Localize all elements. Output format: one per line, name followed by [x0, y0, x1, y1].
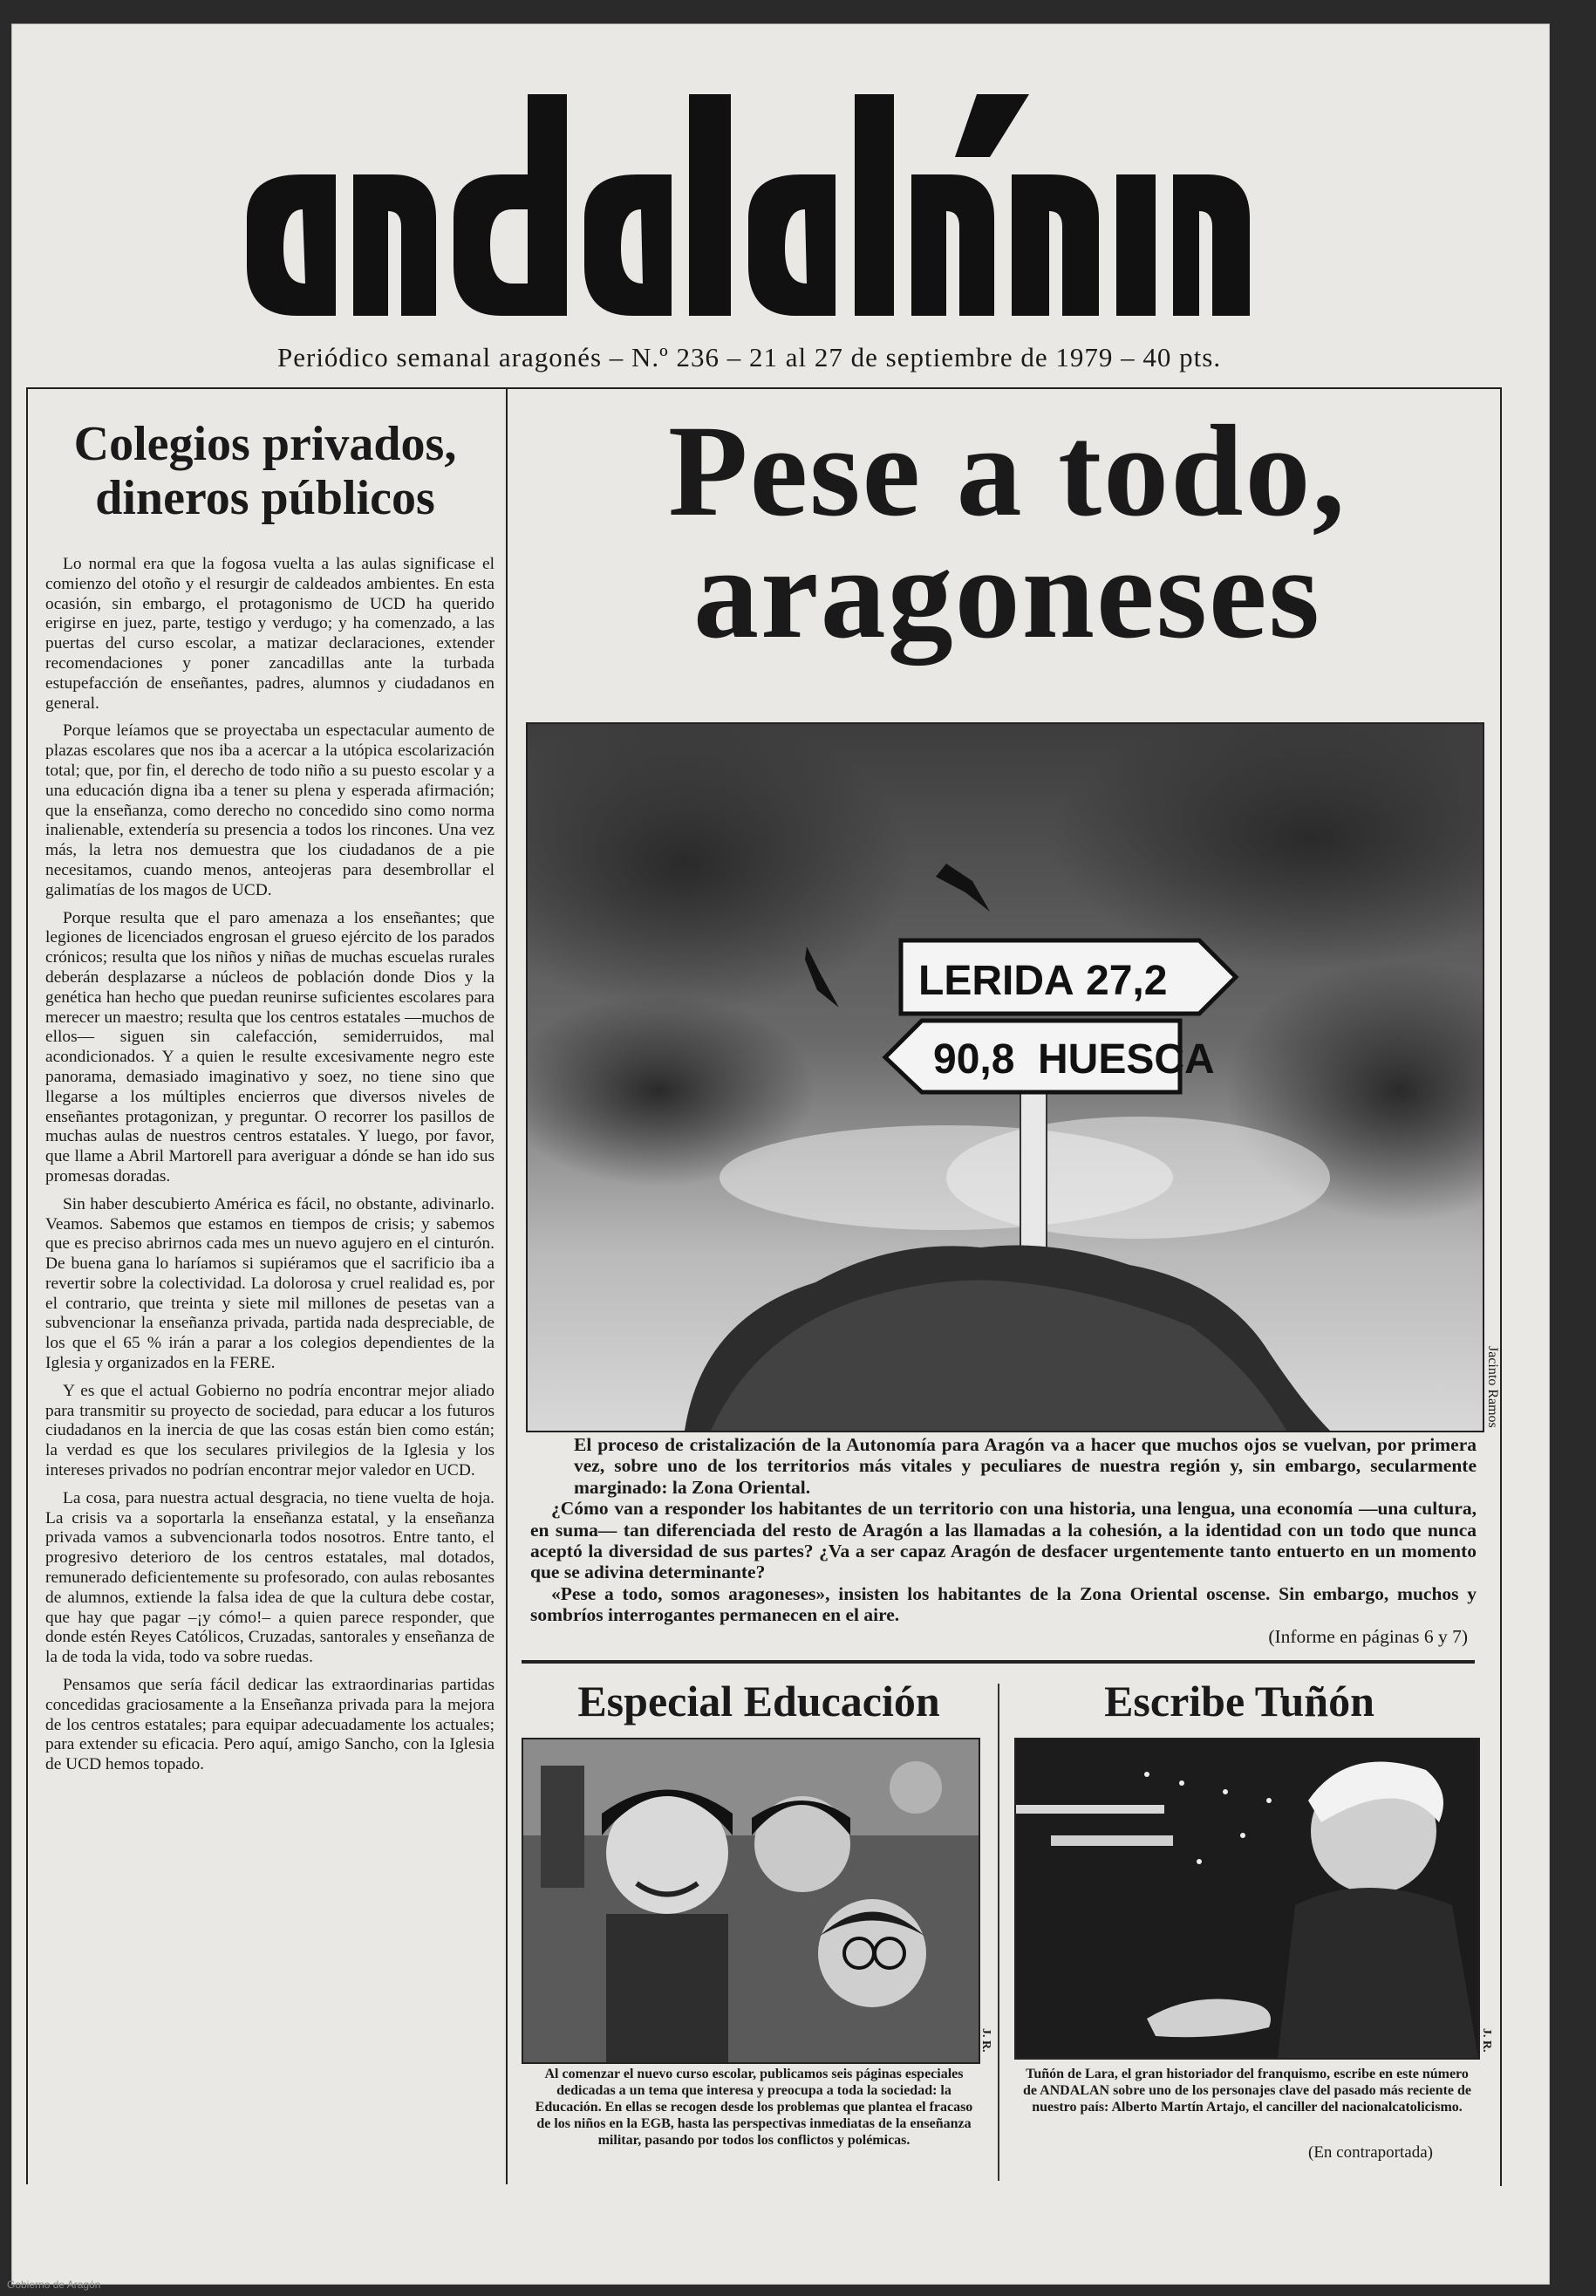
- left-paragraph: Pensamos que sería fácil dedicar las extraordinarias partidas concedidas graciosamente a la Enseñanza privada para la mejora de los centros estatales; para equipar adecuadamente los actuales; para extender su eficacia. Pero aquí, amigo Sancho, con la Iglesia de UCD hemos topado.: [45, 1676, 494, 1774]
- left-paragraph: Porque leíamos que se proyectaba un espectacular aumento de plazas escolares que nos iba a acercar a la utópica escolarización total; que, por fin, el derecho de todo niño a su puesto escolar y a una educación digna iba a tener su plena y esperada afirmación; que la enseñanza, como derecho no concedido sino como norma inalienable, extendería su presencia a todos los rincones. Una vez más, la letra nos demuestra que los ciudadanos de a pie necesitamos, cuando menos, anteojeras para desembrollar el galimatías de los magos de UCD.: [45, 721, 494, 899]
- education-photo-credit: J. R.: [979, 2028, 992, 2053]
- archive-stamp: Gobierno de Aragón: [7, 2279, 101, 2291]
- sign-top-km: 27,2: [1086, 958, 1168, 1004]
- main-headline: [523, 399, 1491, 666]
- bottom-column-separator: [998, 1684, 999, 2181]
- left-article-body: [45, 555, 494, 1783]
- tunon-photo-credit: J. R.: [1480, 2028, 1493, 2053]
- left-paragraph: La cosa, para nuestra actual desgracia, no tiene vuelta de hoja. La crisis va a soportarla la enseñanza estatal, y la enseñanza privada vamos a subvencionarla todos nosotros. Entre tanto, el progresivo deterioro de los centros estatales, mal dotados, remunerado deficientemente su profesorado, con aulas rebosantes de alumnos, extiende la falsa idea de que la cultura debe costar, que hay que pagar –¡y cómo!– a quien parece responder, que donde estén Reyes Católicos, Cruzadas, santorales y enseñanza de la de toda la vida, todo va sobre ruedas.: [45, 1488, 494, 1667]
- tunon-page-ref: (En contraportada): [1308, 2143, 1433, 2162]
- education-photo: [522, 1738, 980, 2064]
- tunon-caption: Tuñón de Lara, el gran historiador del franquismo, escribe en este número de ANDALAN sobre uno de los personajes clave del pasado más reciente de nuestro país: Alberto Martín Artajo, el canciller del nacionalcatolicismo.: [1022, 2067, 1472, 2115]
- portrait-illustration: [1016, 1739, 1478, 2058]
- headline-line-2: aragoneses: [693, 521, 1321, 666]
- road-sign-photo: [526, 722, 1484, 1432]
- education-title: Especial Educación: [577, 1677, 940, 1725]
- tunon-title: Escribe Tuñón: [1104, 1677, 1374, 1725]
- road-sign-illustration: [528, 724, 1483, 1431]
- lead-story-caption: [530, 1434, 1477, 1647]
- masthead-subtitle: Periódico semanal aragonés – N.º 236 – 21 al 27 de septiembre de 1979 – 40 pts.: [277, 342, 1222, 372]
- left-article-title: Colegios privados, dineros públicos: [73, 417, 457, 525]
- left-paragraph: Y es que el actual Gobierno no podría encontrar mejor aliado para transmitir su proyecto de sociedad, para educar a los futuros ciudadanos en la inercia de que las cosas están bien como están; la verdad es que los seculares privilegios de la Iglesia y los intereses privados no podrían encontrar mejor valedor en UCD.: [45, 1381, 494, 1480]
- section-rule: [522, 1660, 1475, 1664]
- lead-story-page-ref: (Informe en páginas 6 y 7): [1268, 1625, 1468, 1647]
- tunon-photo: [1014, 1738, 1480, 2060]
- sign-bottom-city: HUESCA: [1038, 1036, 1215, 1083]
- caption-paragraph: El proceso de cristalización de la Autonomía para Aragón va a hacer que muchos ojos se vuelvan, por primera vez, sobre uno de los territorios más vitales y peculiares de nuestra región y, sin embargo, secularmente marginado: la Zona Oriental.: [574, 1434, 1477, 1498]
- left-paragraph: Sin haber descubierto América es fácil, no obstante, adivinarlo. Veamos. Sabemos que estamos en tiempos de crisis; y sabemos que es preciso abrirnos cada mes un nuevo agujero en el cinturón. De buena gana lo haríamos si supiéramos que el sacrificio iba a revertir sobre la colectividad. La dolorosa y cruel realidad es, por el contrario, que treinta y siete mil millones de pesetas van a subvencionar la enseñanza privada, partida nada despreciable, de los que el 65 % irán a parar a los colegios dependientes de la Iglesia y organizados en la FERE.: [45, 1194, 494, 1373]
- left-paragraph: Lo normal era que la fogosa vuelta a las aulas significase el comienzo del otoño y el resurgir de caldeados ambientes. En esta ocasión, sin embargo, el protagonismo de UCD ha querido erigirse en juez, parte, testigo y verdugo; y ha comenzado, a las puertas del curso escolar, a matizar declaraciones, extender recomendaciones y poner zancadillas ante la turbada estupefacción de enseñantes, padres, alumnos y ciudadanos en general.: [45, 555, 494, 713]
- education-caption: Al comenzar el nuevo curso escolar, publicamos seis páginas especiales dedicadas a un tema que interesa y preocupa a toda la sociedad: la Educación. En ellas se recogen desde los problemas que plantea el fracaso de los niños en la EGB, hasta las perspectivas inmediatas de la enseñanza militar, pasando por todos los conflictos y polémicas.: [535, 2067, 973, 2148]
- bleed-through-ghost: [1256, 131, 1518, 358]
- left-paragraph: Porque resulta que el paro amenaza a los enseñantes; que legiones de licenciados engrosan el grueso ejército de los parados crónicos; resulta que los niños y niñas de muchas escuelas rurales deberán desplazarse a núcleos de población donde Dios y la genética han hecho que puedan reunirse suficientes escolares para merecer un maestro; resulta que los centros estatales —muchos de ellos— siguen sin calefacción, semiderruidos, mal acondicionados. Y a quien le resulte excesivamente negro este panorama, demasiado imaginativo y soez, no tiene sino que llegarse a los múltiples encierros que diversos niveles de enseñantes protagonizan, y preguntar. O recorrer los pasillos de muchas aulas de nuestros centros estatales. Y luego, por favor, que llame a Abril Martorell para averiguar a dónde se han ido sus promesas doradas.: [45, 908, 494, 1186]
- sign-bottom-km: 90,8: [933, 1036, 1015, 1083]
- sign-top-city: LERIDA: [918, 958, 1074, 1004]
- masthead-logo: [240, 87, 1256, 323]
- caption-paragraph: «Pese a todo, somos aragoneses», insisten los habitantes de la Zona Oriental oscense. Sin embargo, muchos y sombríos interrogantes permanecen en el aire.: [530, 1582, 1477, 1626]
- logo-graphic: [240, 87, 1256, 323]
- children-photo-illustration: [523, 1739, 979, 2062]
- main-photo-credit: Jacinto Ramos: [1485, 1346, 1500, 1428]
- caption-paragraph: ¿Cómo van a responder los habitantes de un territorio con una historia, una lengua, una economía —una cultura, en suma— tan diferenciada del resto de Aragón a las llamadas a la cohesión, a la identidad con un todo que nunca aceptó la diversidad de sus partes? ¿Va a ser capaz Aragón de desfacer urgentemente tanto entuerto en un momento que se adivina determinante?: [530, 1498, 1477, 1583]
- headline-line-1: Pese a todo,: [667, 399, 1347, 543]
